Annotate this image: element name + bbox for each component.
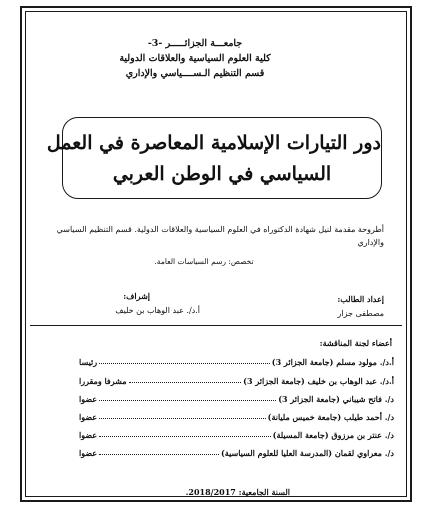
- committee-member: [79, 407, 394, 422]
- member-role: عضوا: [79, 430, 98, 440]
- dotted-leader: [99, 454, 219, 455]
- academic-year: السنة الجامعية: 2018/2017.: [185, 487, 290, 497]
- member-name: د/. فاتح شيباني (جامعة الجزائر 3): [278, 394, 394, 404]
- member-name: د/. أحمد طيلب (جامعة خميس مليانة): [267, 412, 394, 422]
- member-role: عضوا: [79, 448, 98, 458]
- committee-title: أعضاء لجنة المناقشة:: [319, 338, 392, 348]
- member-role: عضوا: [79, 394, 98, 404]
- dotted-leader: [99, 436, 271, 437]
- institution-header: [100, 36, 290, 81]
- student-name: مصطفى جزار: [337, 309, 384, 318]
- committee-member: [79, 371, 394, 386]
- dotted-leader: [129, 382, 242, 383]
- prepared-by-label: إعداد الطالب:: [337, 294, 384, 304]
- member-role: عضوا: [79, 412, 98, 422]
- supervision-label: إشراف:: [123, 291, 150, 301]
- university-name: جامعـــة الجزائـــــر -3-: [147, 38, 243, 49]
- dotted-leader: [99, 400, 276, 401]
- member-role: مشرفا ومقررا: [79, 376, 127, 386]
- title-line-1: دور التيارات الإسلامية المعاصرة في العمل: [46, 132, 381, 154]
- member-name: د/. معراوي لقمان (المدرسة العليا للعلوم السياسية): [221, 448, 394, 458]
- faculty-name: كلية العلوم السياسية والعلاقات الدولية: [119, 53, 271, 64]
- title-box: [46, 117, 382, 199]
- committee-member: [79, 352, 394, 367]
- department-name: قسم التنظيم الـســــياسي والإداري: [125, 68, 265, 79]
- member-role: رئيسا: [79, 357, 98, 367]
- member-name: أ.د/. عبد الوهاب بن خليف (جامعة الجزائر 3): [243, 376, 394, 386]
- committee-member: [79, 425, 394, 440]
- title-line-2: السياسي في الوطن العربي: [112, 163, 332, 185]
- dotted-leader: [99, 418, 266, 419]
- member-name: د/. عنتر بن مرزوق (جامعة المسيلة): [272, 430, 394, 440]
- thesis-note: أطروحة مقدمة لنيل شهادة الدكتوراه في العلوم السياسية والعلاقات الدولية. قسم التنظيم السياسي والإداري: [56, 225, 384, 247]
- separator-line: [30, 325, 402, 326]
- dotted-leader: [99, 363, 270, 364]
- committee-member: [79, 443, 394, 458]
- specialty: تخصص: رسم السياسات العامة.: [154, 257, 254, 266]
- committee-member: [79, 389, 394, 404]
- supervisor-name: أ.د/. عبد الوهاب بن خليف: [115, 306, 200, 315]
- member-name: أ.د/. مولود مسلم (جامعة الجزائر 3): [271, 357, 394, 367]
